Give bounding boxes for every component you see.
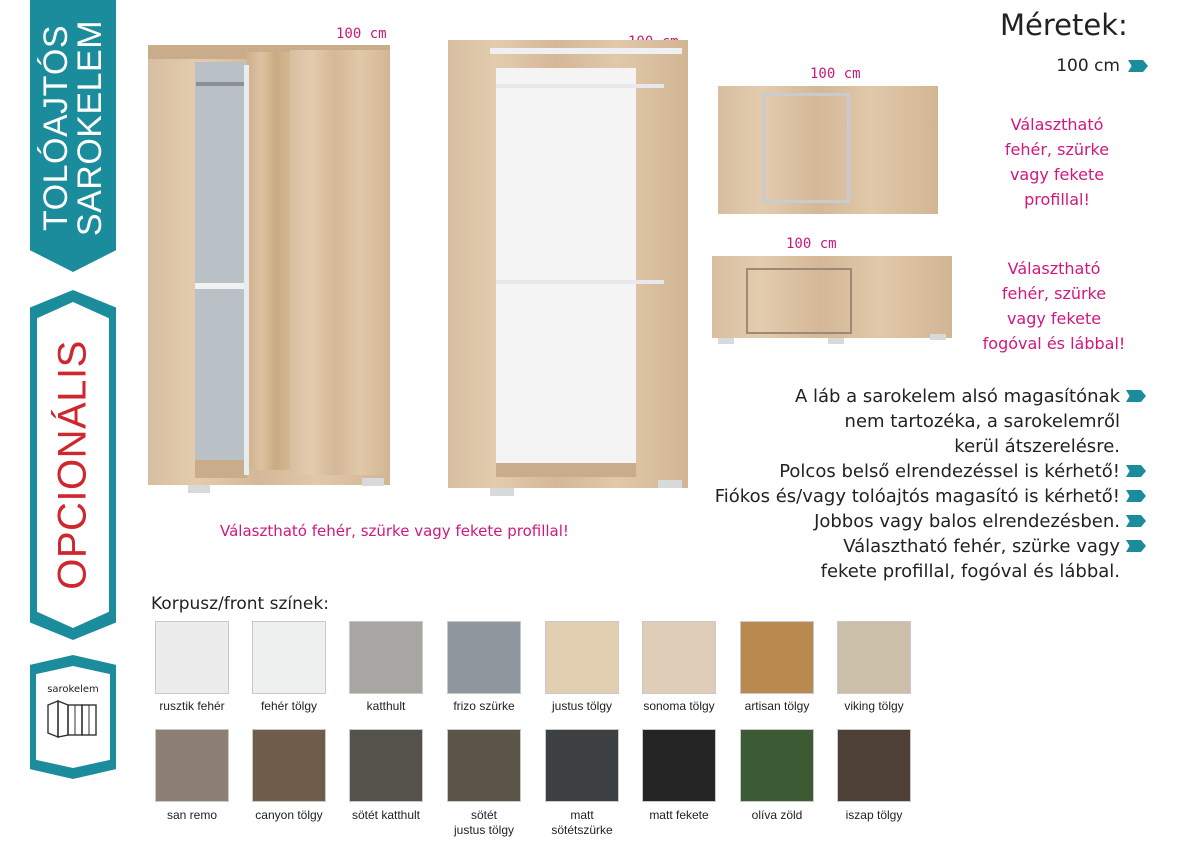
swatch-label [729,808,825,823]
swatch-label [338,699,434,714]
color-swatch [740,621,814,694]
feature-item [715,409,1144,434]
color-swatch [740,729,814,802]
swatch-label [826,808,922,823]
wardrobe-open-interior [496,68,636,463]
bottom-box-leg [828,338,844,344]
feature-text: Polcos belső elrendezéssel is kérhető! [779,461,1120,482]
arrow-icon [1126,540,1146,552]
wardrobe-left-door-inner [247,52,295,470]
swatch-label [436,808,532,838]
arrow-icon [1126,490,1146,502]
feature-item [715,509,1144,534]
wardrobe-open-leg [490,488,514,496]
swatch-label [241,699,337,714]
swatch-title: Korpusz/front színek: [151,594,329,614]
feature-item [715,559,1144,584]
sizes-heading: Méretek: [1000,8,1128,42]
sidebar-title [30,0,116,250]
swatch-label [241,808,337,823]
feature-item [715,384,1144,409]
sizes-row [1056,56,1148,76]
feature-text: kerül átszerelésre. [954,436,1120,457]
note-line: vagy fekete [1006,309,1102,328]
wardrobe-left-door-front [290,50,390,475]
sizes-value: 100 cm [1056,56,1120,76]
arrow-icon [1126,515,1146,527]
wardrobe-left-dimension: 100 cm [336,26,387,42]
note-line: fogóval és lábbal! [982,334,1126,353]
wardrobe-open-top-profile [490,48,682,54]
wardrobe-open-floor [496,463,636,477]
swatch-label [144,808,240,823]
note-line: fehér, szürke [1004,140,1110,159]
feature-item [715,459,1144,484]
corner-icon-caption: sarokelem [47,684,99,695]
color-swatch [837,729,911,802]
wardrobe-left-interior [195,62,247,462]
wardrobe-open-leg [658,480,682,488]
swatch-label-line: matt [570,808,594,822]
swatch-label-line: frizo szürke [453,699,515,713]
swatch-label-line: sötét [470,808,497,822]
swatch-label-line: san remo [166,808,218,822]
swatch-label-line: matt fekete [649,808,709,822]
swatch-label-line: sötét katthult [351,808,421,822]
top-box-dimension: 100 cm [810,66,861,82]
corner-wardrobe-icon [44,697,102,741]
wardrobe-left-rail [196,82,246,86]
color-swatch [447,729,521,802]
wardrobe-left-floor [195,460,247,478]
color-swatch [252,729,326,802]
feature-item [715,484,1144,509]
feature-text: nem tartozéka, a sarokelemről [844,411,1120,432]
note-line: vagy fekete [1009,165,1105,184]
swatch-label-line: sonoma tölgy [643,699,715,713]
optional-label: OPCIONÁLIS [50,340,95,590]
color-swatch [252,621,326,694]
swatch-label [436,699,532,714]
wardrobe-left-shelf [195,283,247,289]
feature-text: A láb a sarokelem alsó magasítónak [794,386,1120,407]
note-line: Választható [1010,115,1104,134]
bottom-box-drawer [746,268,852,334]
wardrobe-left-profile [244,65,249,475]
color-swatch [642,621,716,694]
top-box-note [982,112,1132,212]
bottom-box-note [966,256,1142,356]
swatch-label [144,699,240,714]
color-swatch [155,729,229,802]
color-swatch [447,621,521,694]
wardrobe-left-leg [188,485,210,493]
color-swatch [837,621,911,694]
wardrobe-left-leg [362,478,384,486]
arrow-icon [1128,60,1148,72]
swatch-label-line: justus tölgy [453,823,515,837]
bottom-box-leg [930,334,946,340]
feature-text: Jobbos vagy balos elrendezésben. [814,511,1120,532]
feature-list [715,384,1144,584]
swatch-label [826,699,922,714]
feature-text: Fiókos és/vagy tolóajtós magasító is kérhető! [714,486,1120,507]
arrow-icon [1126,390,1146,402]
color-swatch [155,621,229,694]
note-line: profillal! [1024,190,1090,209]
feature-item [715,434,1144,459]
bottom-box-dimension: 100 cm [786,236,837,252]
color-swatch [545,621,619,694]
swatch-label-line: justus tölgy [551,699,613,713]
swatch-label-line: iszap tölgy [845,808,903,822]
swatch-label-line: rusztik fehér [159,699,225,713]
swatch-label-line: artisan tölgy [744,699,810,713]
arrow-icon [1126,465,1146,477]
swatch-label [338,808,434,823]
sidebar-title-line2: SAROKELEM [71,19,109,237]
swatch-label [631,808,727,823]
swatch-label-line: katthult [366,699,406,713]
swatch-label-line: canyon tölgy [255,808,323,822]
swatch-label [631,699,727,714]
color-swatch [545,729,619,802]
swatch-label-line: viking tölgy [844,699,904,713]
swatch-label [534,699,630,714]
swatch-label-line: olíva zöld [751,808,803,822]
top-box-sliding-door [762,93,850,203]
color-swatch [349,621,423,694]
sidebar-title-line1: TOLÓAJTÓS [37,24,75,232]
feature-text: Választható fehér, szürke vagy [843,536,1120,557]
color-swatch [349,729,423,802]
feature-text: fekete profillal, fogóval és lábbal. [820,561,1120,582]
wardrobe-open-rail-upper [496,84,664,88]
swatch-label-line: fehér tölgy [260,699,318,713]
swatch-label-line: sötétszürke [551,823,613,837]
bottom-box-leg [718,338,734,344]
feature-item [715,534,1144,559]
profile-note: Választható fehér, szürke vagy fekete profillal! [220,522,569,540]
note-line: fehér, szürke [1001,284,1107,303]
note-line: Választható [1007,259,1101,278]
color-swatch [642,729,716,802]
swatch-label [534,808,630,838]
wardrobe-open-rail-lower [496,280,664,284]
swatch-label [729,699,825,714]
